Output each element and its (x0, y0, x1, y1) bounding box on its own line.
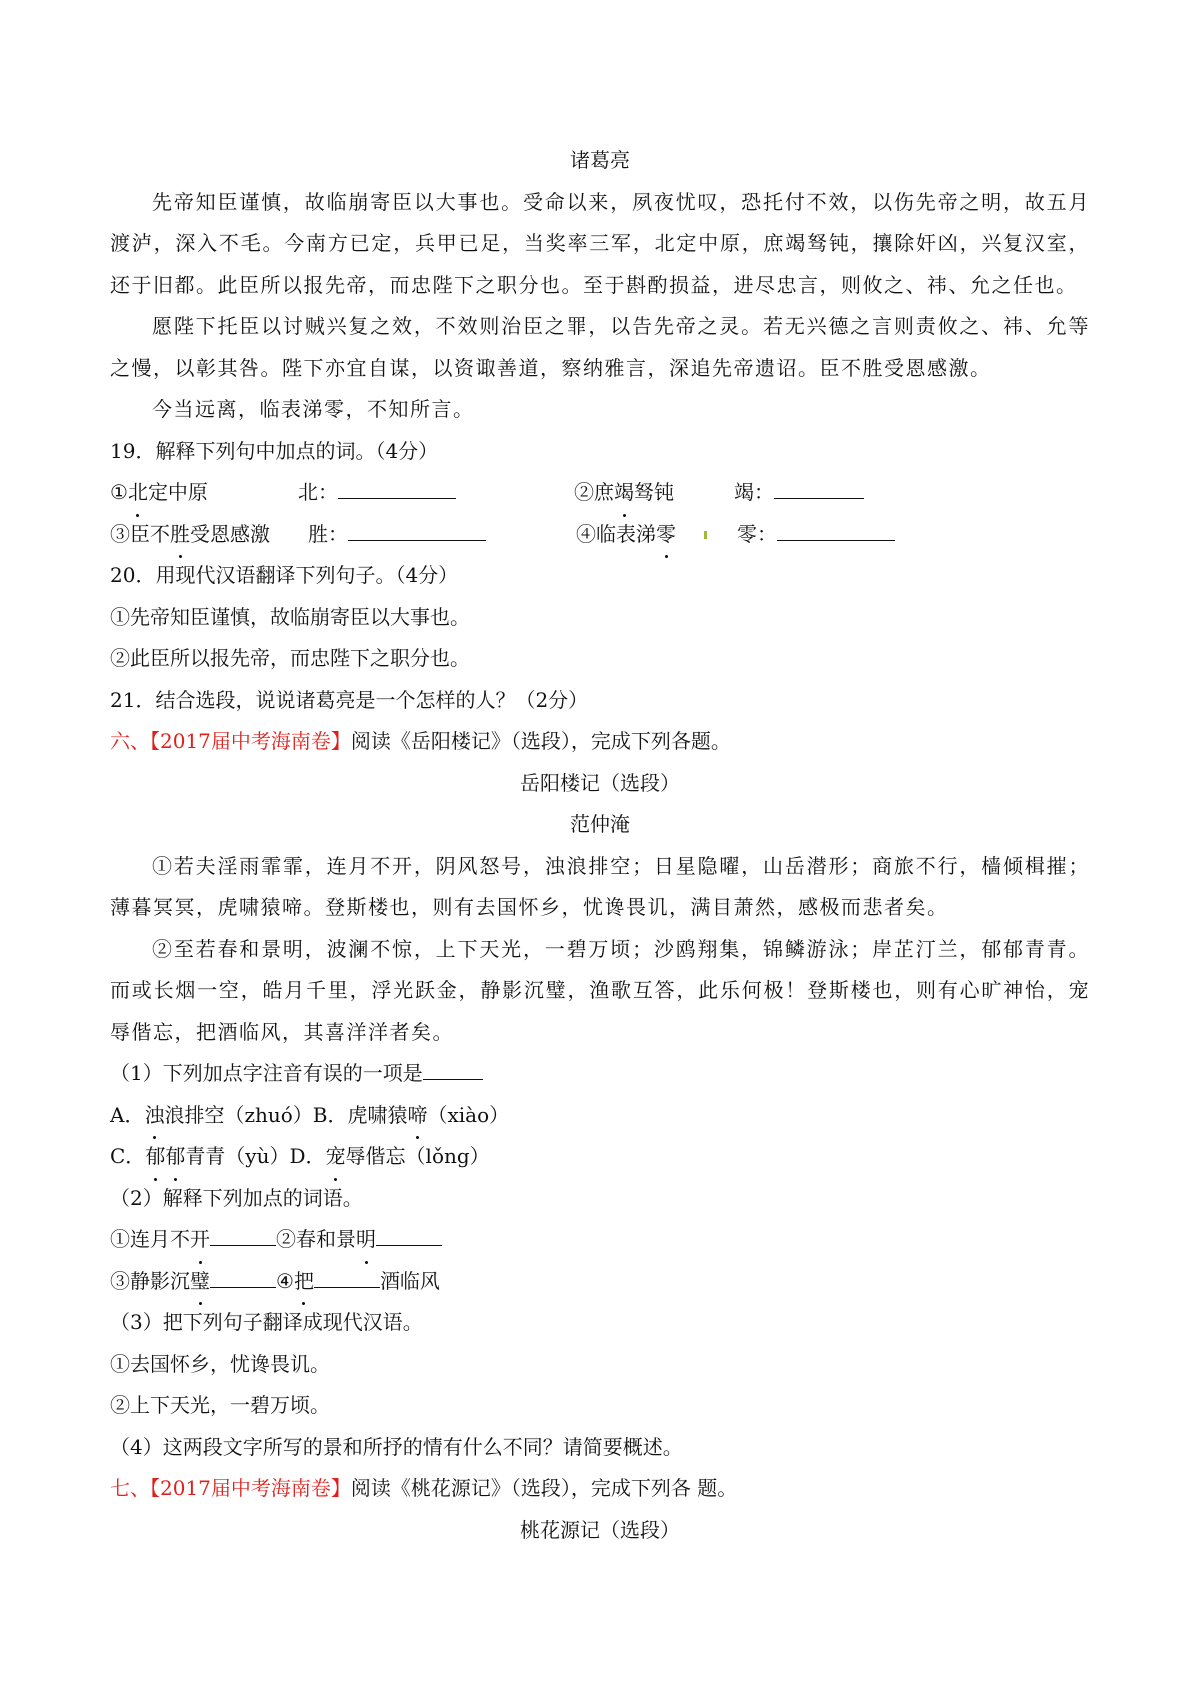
q2-item-b: ②春和景明 (276, 1227, 376, 1251)
section-7-source: 【2017届中考海南卷】 (150, 1476, 351, 1500)
section-6-q2-row-2: ③静影沉璧 ④把 酒临风 (110, 1261, 1090, 1303)
q19-answer-blank-c[interactable] (348, 518, 486, 541)
option-c: C．郁郁青青（yù） (110, 1144, 290, 1168)
question-20-sentence-1: ①先帝知臣谨慎，故临崩寄臣以大事也。 (110, 604, 470, 629)
section-6-question-1: （1）下列加点字注音有误的一项是 (110, 1053, 1090, 1095)
section-6-question-2: （2）解释下列加点的词语。 (110, 1185, 363, 1210)
section-6-heading: 六、【2017届中考海南卷】阅读《岳阳楼记》（选段），完成下列各题。 (110, 729, 731, 753)
q19-key-b: 竭： (734, 480, 774, 504)
zhuge-paragraph-3: 今当远离，临表涕零，不知所言。 (152, 397, 475, 421)
q19-item-b: ②庶竭驽钝 (574, 480, 674, 504)
q19-key-a: 北： (298, 480, 338, 504)
section-6-q3-sentence-2: ②上下天光，一碧万顷。 (110, 1393, 330, 1417)
q19-key-d: 零： (737, 521, 777, 546)
section-6-paragraph-2: ②至若春和景明，波澜不惊，上下天光，一碧万顷；沙鸥翔集，锦鳞游泳；岸芷汀兰，郁郁青青。而或长烟一空，皓月千里，浮光跃金，静影沉璧，渔歌互答，此乐何极！登斯楼也，则有心旷神怡，宠辱偕忘，把酒临风，其喜洋洋者矣。 (110, 936, 1090, 1044)
q2-item-d: ④把 (276, 1269, 314, 1293)
option-a: A．浊浪排空（zhuó） (110, 1103, 313, 1127)
q19-key-c: 胜： (308, 521, 348, 546)
question-19-row-1 (110, 472, 1090, 514)
stray-green-mark (704, 531, 707, 539)
zhuge-author: 诸葛亮 (570, 148, 630, 172)
zhuge-paragraph-2: 愿陛下托臣以讨贼兴复之效，不效则治臣之罪，以告先帝之灵。若无兴德之言则责攸之、祎、允等之慢，以彰其咎。陛下亦宜自谋，以资诹善道，察纳雅言，深追先帝遗诏。臣不胜受恩感激。 (110, 314, 1090, 380)
q19-item-d: ④临表涕零 (576, 522, 676, 546)
section-6-q3-sentence-1: ①去国怀乡，忧谗畏讥。 (110, 1351, 330, 1376)
section-6-q1-options-ab (110, 1095, 1090, 1137)
q19-answer-blank-b[interactable] (774, 476, 864, 499)
section-6-source: 【2017届中考海南卷】 (150, 729, 351, 753)
question-21-title: 21．结合选段，说说诸葛亮是一个怎样的人？（2分） (110, 687, 589, 712)
q2-item-a: ①连月不开 (110, 1227, 210, 1251)
s6-q1-answer-blank[interactable] (423, 1057, 483, 1080)
q2-answer-blank-c[interactable] (210, 1265, 276, 1288)
q19-item-a: ①北定中原 (110, 472, 260, 514)
q19-answer-blank-d[interactable] (777, 518, 895, 541)
zhuge-paragraph-1: 先帝知臣谨慎，故临崩寄臣以大事也。受命以来，夙夜忧叹，恐托付不效，以伤先帝之明，故五月渡泸，深入不毛。今南方已定，兵甲已足，当奖率三军，北定中原，庶竭驽钝，攘除奸凶，兴复汉室，还于旧都。此臣所以报先帝，而忠陛下之职分也。至于斟酌损益，进尽忠言，则攸之、祎、允之任也。 (110, 189, 1090, 297)
option-b: B．虎啸猿啼（xiào） (313, 1103, 509, 1127)
section-6-paragraph-1: ①若夫淫雨霏霏，连月不开，阴风怒号，浊浪排空；日星隐曜，山岳潜形；商旅不行，樯倾楫摧；薄暮冥冥，虎啸猿啼。登斯楼也，则有去国怀乡，忧谗畏讥，满目萧然，感极而悲者矣。 (110, 853, 1090, 919)
section-6-author: 范仲淹 (570, 812, 630, 836)
q2-answer-blank-d[interactable] (314, 1265, 380, 1288)
section-7-title: 桃花源记（选段） (520, 1517, 680, 1542)
section-7-heading: 七、【2017届中考海南卷】阅读《桃花源记》（选段），完成下列各 题。 (110, 1476, 738, 1500)
section-6-q1-options-cd (110, 1136, 1090, 1178)
option-d: D．宠辱偕忘（lǒng） (290, 1144, 490, 1168)
section-6-question-4: （4）这两段文字所写的景和所抒的情有什么不同？请简要概述。 (110, 1434, 683, 1459)
question-20-sentence-2: ②此臣所以报先帝，而忠陛下之职分也。 (110, 646, 470, 670)
q19-answer-blank-a[interactable] (338, 476, 456, 499)
question-20-title: 20．用现代汉语翻译下列句子。（4分） (110, 563, 459, 587)
q2-answer-blank-a[interactable] (210, 1223, 276, 1246)
question-19-row-2 (110, 514, 1090, 556)
question-19-title: 19．解释下列句中加点的词。（4分） (110, 438, 439, 463)
section-6-q2-row-1 (110, 1219, 1090, 1261)
section-6-question-3: （3）把下列句子翻译成现代汉语。 (110, 1310, 423, 1334)
q2-answer-blank-b[interactable] (376, 1223, 442, 1246)
document-page (110, 140, 1090, 1551)
section-6-title: 岳阳楼记（选段） (520, 770, 680, 795)
q2-item-c: ③静影沉璧 (110, 1269, 210, 1293)
q19-item-c: ③臣不胜受恩感激 (110, 522, 270, 546)
